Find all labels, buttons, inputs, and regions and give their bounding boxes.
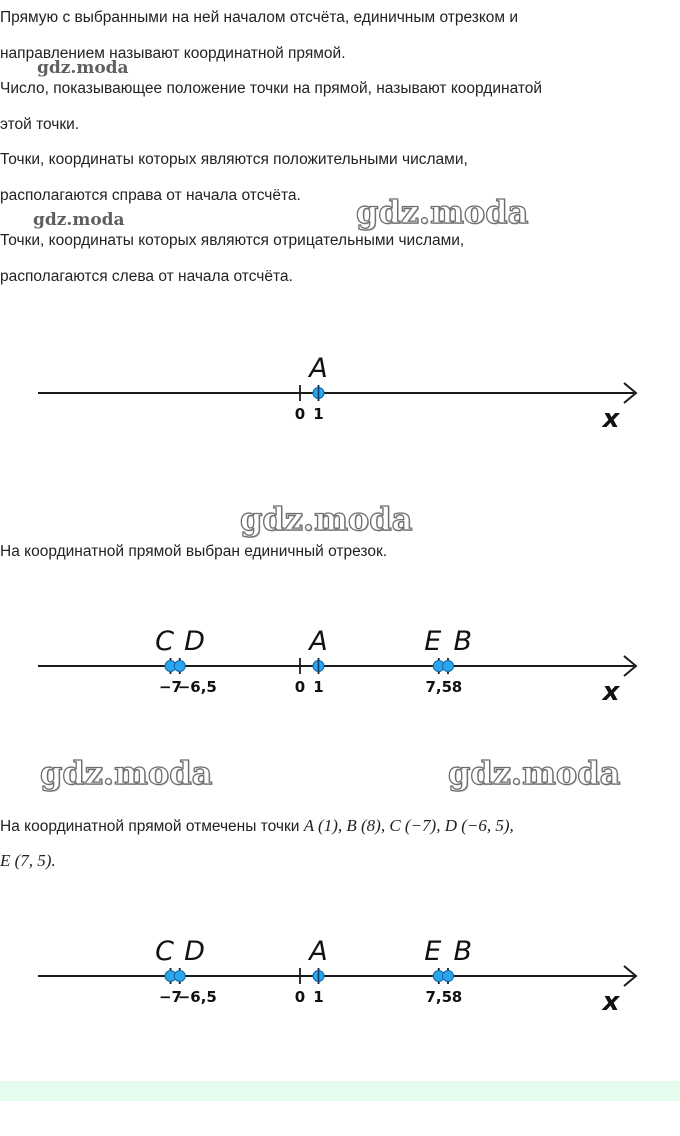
marked-points-prefix: На координатной прямой отмечены точки [0, 818, 304, 835]
axis-x-label: x [602, 677, 620, 707]
tick-label: −6,5 [177, 988, 217, 1006]
point-dot [443, 661, 454, 672]
coordinate-line-2 [0, 618, 680, 718]
definition-coordinate-line-line2: направлением называют координатной прямой. [0, 45, 346, 62]
unit-segment-sentence: На координатной прямой выбран единичный отрезок. [0, 543, 388, 560]
tick-label: 1 [313, 405, 324, 423]
point-label: D [184, 936, 205, 967]
point-dot [443, 971, 454, 982]
watermark-logo: gdz.moda [240, 500, 413, 538]
tick-label: 7,5 [425, 678, 453, 696]
point-label: E [424, 936, 442, 967]
tick-label: −7 [158, 988, 183, 1006]
tick-label: 0 [294, 988, 306, 1006]
point-label: B [453, 936, 473, 967]
point-label: A [309, 353, 328, 384]
negative-points-line2: располагаются слева от начала отсчёта. [0, 268, 293, 285]
watermark-logo: gdz.moda [37, 58, 129, 78]
marked-points-line1 [0, 816, 514, 837]
point-label: B [453, 626, 473, 657]
tick-label: −6,5 [177, 678, 217, 696]
point-dot [174, 661, 185, 672]
axis-x-label: x [602, 404, 620, 434]
coordinate-line-3 [0, 928, 680, 1028]
axis-x-label: x [602, 987, 620, 1017]
watermark-logo: gdz.moda [356, 193, 529, 231]
tick-label: 0 [294, 678, 306, 696]
watermark-logo: gdz.moda [40, 754, 213, 792]
tick-label: 1 [313, 988, 324, 1006]
tick-label: 8 [451, 988, 463, 1006]
point-label: C [155, 626, 174, 657]
marked-points-line2: E (7, 5). [0, 851, 56, 870]
point-label: C [155, 936, 174, 967]
point-dot [174, 971, 185, 982]
footer-band [0, 1081, 680, 1101]
marked-points-coordinates: A (1), B (8), C (−7), D (−6, 5), [303, 816, 514, 835]
positive-points-line2: располагаются справа от начала отсчёта. [0, 187, 301, 204]
tick-label: −7 [158, 678, 183, 696]
positive-points-line1: Точки, координаты которых являются положительными числами, [0, 151, 468, 168]
definition-coordinate-line1: Число, показывающее положение точки на прямой, называют координатой [0, 80, 543, 97]
definition-coordinate-line-line1: Прямую с выбранными на ней началом отсчёта, единичным отрезком и [0, 9, 519, 26]
point-label: A [309, 626, 328, 657]
definition-coordinate-line2: этой точки. [0, 116, 80, 133]
tick-label: 0 [294, 405, 306, 423]
tick-label: 7,5 [425, 988, 453, 1006]
tick-label: 8 [451, 678, 463, 696]
watermark-logo: gdz.moda [448, 754, 621, 792]
coordinate-line-1 [0, 345, 680, 445]
point-label: E [424, 626, 442, 657]
negative-points-line1: Точки, координаты которых являются отрицательными числами, [0, 232, 465, 249]
point-label: A [309, 936, 328, 967]
watermark-logo: gdz.moda [33, 210, 125, 230]
point-label: D [184, 626, 205, 657]
tick-label: 1 [313, 678, 324, 696]
